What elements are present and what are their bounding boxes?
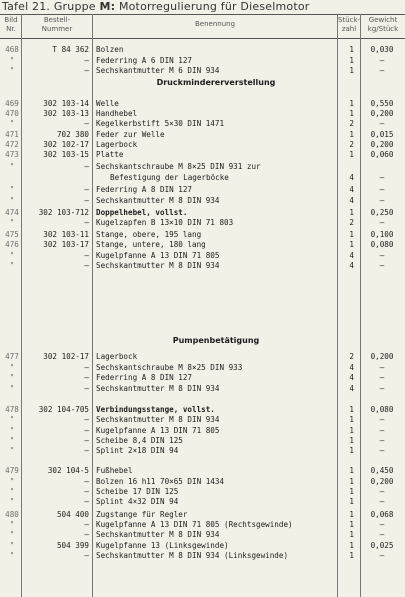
cell-bild-nr: " (9, 218, 15, 227)
cell-gewicht: — (379, 173, 385, 182)
cell-stueckzahl: 1 (349, 497, 354, 506)
cell-benennung: Federring A 8 DIN 127 (96, 373, 193, 382)
cell-stueckzahl: 1 (349, 487, 354, 496)
table-row (0, 66, 405, 76)
cell-gewicht: 0,025 (370, 541, 394, 550)
cell-stueckzahl: 1 (349, 66, 354, 75)
table-row (0, 384, 405, 394)
table-row (0, 415, 405, 425)
cell-stueckzahl: 1 (349, 240, 354, 249)
cell-stueckzahl: 1 (349, 426, 354, 435)
cell-gewicht: — (379, 497, 385, 506)
cell-gewicht: 0,068 (370, 510, 394, 519)
cell-bild-nr: " (9, 185, 15, 194)
table-row (0, 446, 405, 456)
header-bottom-rule (0, 38, 405, 39)
cell-stueckzahl: 2 (349, 352, 354, 361)
cell-gewicht: — (379, 530, 385, 539)
cell-stueckzahl: 1 (349, 477, 354, 486)
cell-bild-nr: 480 (5, 510, 19, 519)
cell-gewicht: — (379, 119, 385, 128)
cell-gewicht: — (379, 185, 385, 194)
cell-benennung: Sechskantmutter M 8 DIN 934 (96, 261, 220, 270)
cell-bestell-nummer: 302 103-11 (43, 230, 89, 239)
cell-bestell-nummer: 302 102-17 (43, 352, 89, 361)
table-row (0, 261, 405, 271)
cell-gewicht: 0,550 (370, 99, 394, 108)
cell-bestell-nummer: — (84, 446, 89, 455)
cell-benennung: Sechskantmutter M 8 DIN 934 (Linksgewinde) (96, 551, 289, 560)
cell-bestell-nummer: — (84, 373, 89, 382)
cell-bild-nr: " (9, 497, 15, 506)
cell-benennung: Sechskantschraube M 8×25 DIN 933 (96, 363, 243, 372)
cell-gewicht: — (379, 426, 385, 435)
cell-gewicht: — (379, 436, 385, 445)
table-row (0, 56, 405, 66)
cell-gewicht: 0,080 (370, 240, 394, 249)
cell-bestell-nummer: — (84, 415, 89, 424)
cell-stueckzahl: 4 (349, 173, 354, 182)
table-row (0, 45, 405, 55)
table-row (0, 363, 405, 373)
cell-bestell-nummer: 504 400 (56, 510, 89, 519)
cell-stueckzahl: 4 (349, 185, 354, 194)
cell-bestell-nummer: 302 103-15 (43, 150, 89, 159)
cell-stueckzahl: 1 (349, 109, 354, 118)
table-row (0, 251, 405, 261)
cell-benennung: Federring A 6 DIN 127 (96, 56, 193, 65)
table-row (0, 520, 405, 530)
cell-bestell-nummer: 302 103-712 (38, 208, 89, 217)
cell-bestell-nummer: — (84, 520, 89, 529)
table-row (0, 436, 405, 446)
table-row (0, 109, 405, 119)
cell-benennung: Kugelpfanne A 13 DIN 71 805 (Rechtsgewinde) (96, 520, 293, 529)
cell-benennung: Fußhebel (96, 466, 133, 475)
cell-stueckzahl: 1 (349, 466, 354, 475)
cell-stueckzahl: 1 (349, 446, 354, 455)
cell-bild-nr: 479 (5, 466, 19, 475)
section-heading-druckminderer: Druckmindererverstellung (156, 78, 276, 87)
table-row (0, 130, 405, 140)
cell-bild-nr: " (9, 477, 15, 486)
cell-bild-nr: " (9, 426, 15, 435)
cell-bestell-nummer: 302 103-14 (43, 99, 89, 108)
table-row (0, 230, 405, 240)
cell-bild-nr: 468 (5, 45, 19, 54)
cell-gewicht: — (379, 446, 385, 455)
cell-benennung: Lagerbock (96, 140, 138, 149)
cell-gewicht: 0,080 (370, 405, 394, 414)
table-row (0, 185, 405, 195)
cell-gewicht: 0,015 (370, 130, 394, 139)
cell-bild-nr: 474 (5, 208, 19, 217)
header-top-rule (0, 14, 405, 15)
cell-stueckzahl: 4 (349, 261, 354, 270)
cell-stueckzahl: 1 (349, 99, 354, 108)
cell-benennung: Splint 2×18 DIN 94 (96, 446, 179, 455)
cell-gewicht: 0,450 (370, 466, 394, 475)
header-gewicht: Gewicht kg/Stück (367, 16, 399, 33)
cell-bild-nr: " (9, 363, 15, 372)
cell-bestell-nummer: 302 103-13 (43, 109, 89, 118)
cell-benennung: Lagerbock (96, 352, 138, 361)
cell-bestell-nummer: — (84, 497, 89, 506)
table-row (0, 477, 405, 487)
cell-stueckzahl: 1 (349, 230, 354, 239)
cell-stueckzahl: 1 (349, 56, 354, 65)
table-row (0, 119, 405, 129)
cell-benennung: Bolzen 16 h11 70×65 DIN 1434 (96, 477, 225, 486)
header-benennung: Benennung (194, 20, 236, 28)
cell-stueckzahl: 1 (349, 208, 354, 217)
cell-bild-nr: 473 (5, 150, 19, 159)
table-row (0, 551, 405, 561)
cell-benennung: Kugelpfanne A 13 DIN 71 805 (96, 251, 220, 260)
cell-bestell-nummer: 302 103-17 (43, 240, 89, 249)
cell-bestell-nummer: 302 104-5 (47, 466, 89, 475)
cell-benennung: Zugstange für Regler (96, 510, 188, 519)
cell-gewicht: 0,200 (370, 352, 394, 361)
cell-bild-nr: " (9, 373, 15, 382)
cell-bestell-nummer: — (84, 251, 89, 260)
table-row (0, 162, 405, 172)
cell-gewicht: 0,060 (370, 150, 394, 159)
cell-bild-nr: " (9, 251, 15, 260)
table-row (0, 173, 405, 183)
cell-benennung: Platte (96, 150, 124, 159)
cell-bild-nr: 477 (5, 352, 19, 361)
cell-gewicht: 0,200 (370, 477, 394, 486)
cell-benennung: Stange, untere, 180 lang (96, 240, 206, 249)
cell-gewicht: 0,250 (370, 208, 394, 217)
cell-gewicht: — (379, 196, 385, 205)
cell-gewicht: 0,200 (370, 109, 394, 118)
cell-benennung: Verbindungsstange, vollst. (96, 405, 215, 414)
table-row (0, 530, 405, 540)
table-row (0, 352, 405, 362)
cell-bestell-nummer: 504 399 (56, 541, 89, 550)
cell-bild-nr: 469 (5, 99, 19, 108)
header-stueckzahl: Stück- zahl (338, 16, 361, 33)
cell-bild-nr: " (9, 487, 15, 496)
cell-bild-nr: " (9, 384, 15, 393)
cell-benennung: Sechskantmutter M 8 DIN 934 (96, 530, 220, 539)
cell-bestell-nummer: T 84 362 (52, 45, 89, 54)
header-bild-nr: Bild Nr. (4, 16, 18, 33)
cell-bild-nr: " (9, 119, 15, 128)
table-row (0, 240, 405, 250)
cell-bestell-nummer: — (84, 426, 89, 435)
table-row (0, 140, 405, 150)
table-row (0, 466, 405, 476)
cell-benennung: Sechskantmutter M 6 DIN 934 (96, 66, 220, 75)
cell-bestell-nummer: — (84, 66, 89, 75)
cell-gewicht: 0,030 (370, 45, 394, 54)
cell-stueckzahl: 4 (349, 384, 354, 393)
cell-bestell-nummer: — (84, 530, 89, 539)
cell-stueckzahl: 1 (349, 45, 354, 54)
cell-bestell-nummer: — (84, 477, 89, 486)
cell-stueckzahl: 4 (349, 373, 354, 382)
cell-bild-nr: 475 (5, 230, 19, 239)
table-row (0, 99, 405, 109)
table-row (0, 541, 405, 551)
cell-benennung: Scheibe 17 DIN 125 (96, 487, 179, 496)
cell-gewicht: — (379, 56, 385, 65)
cell-bild-nr: 471 (5, 130, 19, 139)
cell-bestell-nummer: — (84, 56, 89, 65)
cell-bestell-nummer: — (84, 487, 89, 496)
page-title (2, 0, 402, 14)
cell-gewicht: — (379, 415, 385, 424)
cell-stueckzahl: 1 (349, 130, 354, 139)
cell-bild-nr: " (9, 56, 15, 65)
table-row (0, 497, 405, 507)
cell-bestell-nummer: — (84, 551, 89, 560)
cell-bestell-nummer: 302 102-17 (43, 140, 89, 149)
cell-stueckzahl: 4 (349, 251, 354, 260)
cell-benennung: Sechskantmutter M 8 DIN 934 (96, 415, 220, 424)
cell-bestell-nummer: — (84, 218, 89, 227)
cell-gewicht: — (379, 520, 385, 529)
table-row (0, 218, 405, 228)
cell-bild-nr: " (9, 446, 15, 455)
cell-bestell-nummer: — (84, 436, 89, 445)
cell-bild-nr: " (9, 66, 15, 75)
cell-gewicht: 0,100 (370, 230, 394, 239)
cell-bild-nr: " (9, 162, 15, 171)
cell-bild-nr: " (9, 436, 15, 445)
table-row (0, 426, 405, 436)
cell-benennung: Federring A 8 DIN 127 (96, 185, 193, 194)
cell-stueckzahl: 2 (349, 218, 354, 227)
cell-gewicht: — (379, 251, 385, 260)
cell-bestell-nummer: — (84, 196, 89, 205)
title-text: Motorregulierung für Dieselmotor (118, 0, 310, 13)
cell-bestell-nummer: — (84, 119, 89, 128)
cell-benennung: Kegelkerbstift 5×30 DIN 1471 (96, 119, 225, 128)
cell-gewicht: — (379, 363, 385, 372)
cell-stueckzahl: 2 (349, 119, 354, 128)
cell-benennung: Splint 4×32 DIN 94 (96, 497, 179, 506)
cell-gewicht: — (379, 551, 385, 560)
cell-gewicht: — (379, 218, 385, 227)
cell-bild-nr: " (9, 520, 15, 529)
table-row (0, 150, 405, 160)
cell-stueckzahl: 1 (349, 530, 354, 539)
cell-stueckzahl: 1 (349, 541, 354, 550)
cell-bild-nr: " (9, 541, 15, 550)
cell-bestell-nummer: — (84, 363, 89, 372)
cell-bild-nr: 478 (5, 405, 19, 414)
cell-bild-nr: " (9, 196, 15, 205)
cell-bild-nr: 470 (5, 109, 19, 118)
cell-bild-nr: " (9, 530, 15, 539)
table-row (0, 405, 405, 415)
cell-benennung: Sechskantschraube M 8×25 DIN 931 zur (96, 162, 261, 171)
cell-gewicht: — (379, 373, 385, 382)
cell-stueckzahl: 4 (349, 363, 354, 372)
cell-benennung: Befestigung der Lagerböcke (110, 173, 229, 182)
cell-benennung: Kugelzapfen B 13×10 DIN 71 803 (96, 218, 234, 227)
cell-gewicht: — (379, 384, 385, 393)
cell-benennung: Bolzen (96, 45, 124, 54)
cell-benennung: Doppelhebel, vollst. (96, 208, 188, 217)
cell-bestell-nummer: 702 380 (56, 130, 89, 139)
cell-benennung: Welle (96, 99, 119, 108)
cell-bild-nr: " (9, 551, 15, 560)
header-bestell-nummer: Bestell- Nummer (41, 16, 73, 33)
cell-bestell-nummer: 302 104-705 (38, 405, 89, 414)
cell-benennung: Stange, obere, 195 lang (96, 230, 202, 239)
cell-bestell-nummer: — (84, 261, 89, 270)
cell-gewicht: — (379, 261, 385, 270)
cell-bild-nr: 476 (5, 240, 19, 249)
table-row (0, 373, 405, 383)
title-prefix: Tafel 21. Gruppe (2, 0, 96, 13)
cell-bestell-nummer: — (84, 185, 89, 194)
table-row (0, 208, 405, 218)
cell-bestell-nummer: — (84, 162, 89, 171)
cell-bild-nr: " (9, 415, 15, 424)
cell-stueckzahl: 1 (349, 510, 354, 519)
table-row (0, 487, 405, 497)
cell-stueckzahl: 1 (349, 150, 354, 159)
table-row (0, 510, 405, 520)
section-heading-pumpen: Pumpenbetätigung (172, 336, 260, 345)
cell-benennung: Scheibe 8,4 DIN 125 (96, 436, 183, 445)
cell-stueckzahl: 1 (349, 436, 354, 445)
cell-stueckzahl: 1 (349, 415, 354, 424)
cell-stueckzahl: 1 (349, 520, 354, 529)
cell-benennung: Kugelpfanne A 13 DIN 71 805 (96, 426, 220, 435)
cell-stueckzahl: 1 (349, 405, 354, 414)
cell-bild-nr: 472 (5, 140, 19, 149)
cell-stueckzahl: 1 (349, 551, 354, 560)
cell-bild-nr: " (9, 261, 15, 270)
table-row (0, 196, 405, 206)
cell-benennung: Sechskantmutter M 8 DIN 934 (96, 196, 220, 205)
cell-benennung: Handhebel (96, 109, 138, 118)
cell-benennung: Kugelpfanne 13 (Linksgewinde) (96, 541, 229, 550)
title-group: M: (99, 0, 116, 13)
cell-bestell-nummer: — (84, 384, 89, 393)
cell-benennung: Feder zur Welle (96, 130, 165, 139)
cell-stueckzahl: 4 (349, 196, 354, 205)
cell-gewicht: 0,200 (370, 140, 394, 149)
cell-gewicht: — (379, 487, 385, 496)
cell-benennung: Sechskantmutter M 8 DIN 934 (96, 384, 220, 393)
cell-stueckzahl: 2 (349, 140, 354, 149)
cell-gewicht: — (379, 66, 385, 75)
